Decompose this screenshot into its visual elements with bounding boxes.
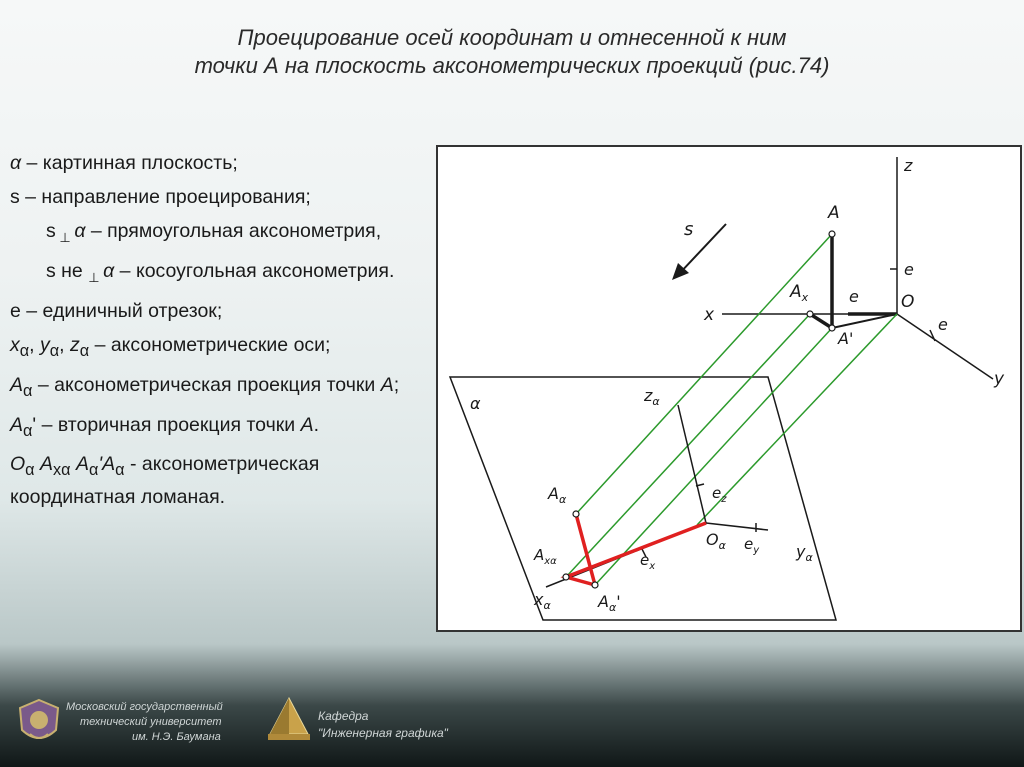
poly-sub-4: α [115, 461, 125, 480]
item-unit: е – единичный отрезок; [10, 299, 223, 322]
poly-ax: A [34, 453, 54, 476]
univ-line-3: им. Н.Э. Баумана [132, 731, 221, 743]
poly-text: - аксонометрическая координатная ломаная. [10, 453, 320, 509]
point-ax-alpha [563, 574, 569, 580]
oblique-prefix: s не [46, 259, 89, 282]
title-line-2: точки А на плоскость аксонометрических проекций (рис.74) [194, 53, 830, 78]
oblique-text: – косоугольная аксонометрия. [114, 259, 395, 282]
point-aprime-alpha [592, 582, 598, 588]
label-y-alpha: $y_\alpha$ [796, 542, 813, 564]
university-emblem-icon [16, 698, 62, 748]
aa-end: ; [393, 373, 400, 396]
label-s: s [684, 219, 694, 240]
label-y: y [994, 369, 1005, 389]
poly-sub-3: α [88, 461, 99, 480]
projection-line-o [697, 314, 897, 525]
label-e-x: e [849, 287, 859, 306]
label-o-alpha: $O_\alpha$ [706, 530, 726, 552]
title-line-1: Проецирование осей координат и отнесенной к ним [237, 25, 787, 50]
alpha-symbol: α [10, 152, 22, 174]
aa-text: – аксонометрическая проекция точки [32, 373, 381, 396]
projection-line-a [576, 234, 832, 514]
label-e-y: e [938, 315, 948, 334]
label-z-alpha: $z_\alpha$ [644, 386, 660, 408]
axes-x-sub: α [19, 341, 30, 360]
perp-alpha: α [74, 220, 86, 242]
dept-line-1: Кафедра [318, 709, 369, 723]
oblique-symbol: ⊥ [88, 269, 104, 285]
label-aprime: A' [838, 329, 854, 348]
point-a [829, 231, 835, 237]
poly-a2: 'A [98, 453, 116, 476]
univ-line-1: Московский государственный [66, 701, 223, 713]
poly-sub-1: α [25, 461, 35, 480]
item-axes [10, 332, 430, 365]
label-e-y-alpha: $e_y$ [744, 535, 760, 556]
label-x-alpha: $x_\alpha$ [534, 590, 551, 612]
dept-line-2: "Инженерная графика" [318, 726, 448, 740]
label-x: x [704, 305, 715, 325]
sec-text: ' – вторичная проекция точки [32, 413, 301, 436]
label-o: O [901, 292, 915, 312]
y-alpha-axis [706, 523, 768, 530]
label-z: z [904, 156, 913, 175]
y-axis-tick [930, 330, 935, 341]
axes-sep-1: , [29, 333, 40, 356]
sec-main: A [10, 413, 24, 436]
diagram-svg [438, 147, 1020, 630]
label-ax-alpha: $A_{x\alpha}$ [534, 546, 557, 567]
axes-sep-2: , [59, 333, 70, 356]
slide-title [0, 24, 1024, 80]
perp-text: – прямоугольная аксонометрия, [85, 220, 382, 242]
ax-to-aprime [810, 314, 832, 328]
aa-sub: α [23, 381, 33, 400]
definitions-list [10, 150, 430, 518]
item-secondary-projection [10, 412, 430, 445]
sec-end: . [313, 413, 320, 436]
oblique-alpha: α [103, 259, 115, 282]
perp-symbol: ⊥ [55, 229, 75, 245]
department-logo-icon [264, 694, 314, 746]
aa-point: A [380, 373, 394, 396]
label-ax: $A_x$ [790, 282, 809, 304]
item-oblique [46, 258, 430, 291]
s-symbol: s [10, 186, 20, 208]
label-e-z-alpha: $e_z$ [712, 484, 727, 505]
projection-diagram [436, 145, 1022, 632]
sec-point: A [300, 413, 314, 436]
axes-x: x [10, 333, 20, 356]
axes-y: y [40, 333, 50, 356]
label-aprime-alpha: $A_\alpha'$ [598, 592, 621, 614]
label-e-z: e [904, 260, 914, 279]
poly-sub-2: xα [53, 461, 71, 480]
z-alpha-axis [678, 405, 706, 523]
axes-text: – аксонометрические оси; [89, 333, 331, 356]
university-name [66, 700, 223, 745]
point-aprime [829, 325, 835, 331]
department-name [318, 708, 448, 742]
axes-y-sub: α [49, 341, 60, 360]
alpha-text: – картинная плоскость; [21, 152, 238, 174]
axes-z: z [70, 333, 80, 356]
poly-o: O [10, 453, 26, 476]
aprime-to-o [832, 314, 897, 328]
item-perpendicular [46, 218, 430, 251]
coordinate-broken-line [566, 514, 706, 585]
item-axonometric-projection [10, 372, 430, 405]
item-s [10, 184, 430, 211]
footer [0, 680, 1024, 767]
label-a-alpha: $A_\alpha$ [548, 484, 567, 506]
aa-main: A [10, 373, 24, 396]
point-a-alpha [573, 511, 579, 517]
label-e-x-alpha: $e_x$ [640, 551, 656, 572]
perp-prefix: s [46, 220, 56, 242]
item-alpha [10, 150, 430, 177]
sec-sub: α [23, 421, 33, 440]
poly-a1: A [70, 453, 89, 476]
point-ax [807, 311, 813, 317]
picture-plane [450, 377, 836, 620]
item-broken-line [10, 451, 430, 511]
s-text: – направление проецирования; [19, 186, 311, 208]
label-alpha: α [470, 394, 481, 413]
axes-z-sub: α [79, 341, 90, 360]
label-a: A [828, 203, 840, 223]
univ-line-2: технический университет [80, 716, 222, 728]
